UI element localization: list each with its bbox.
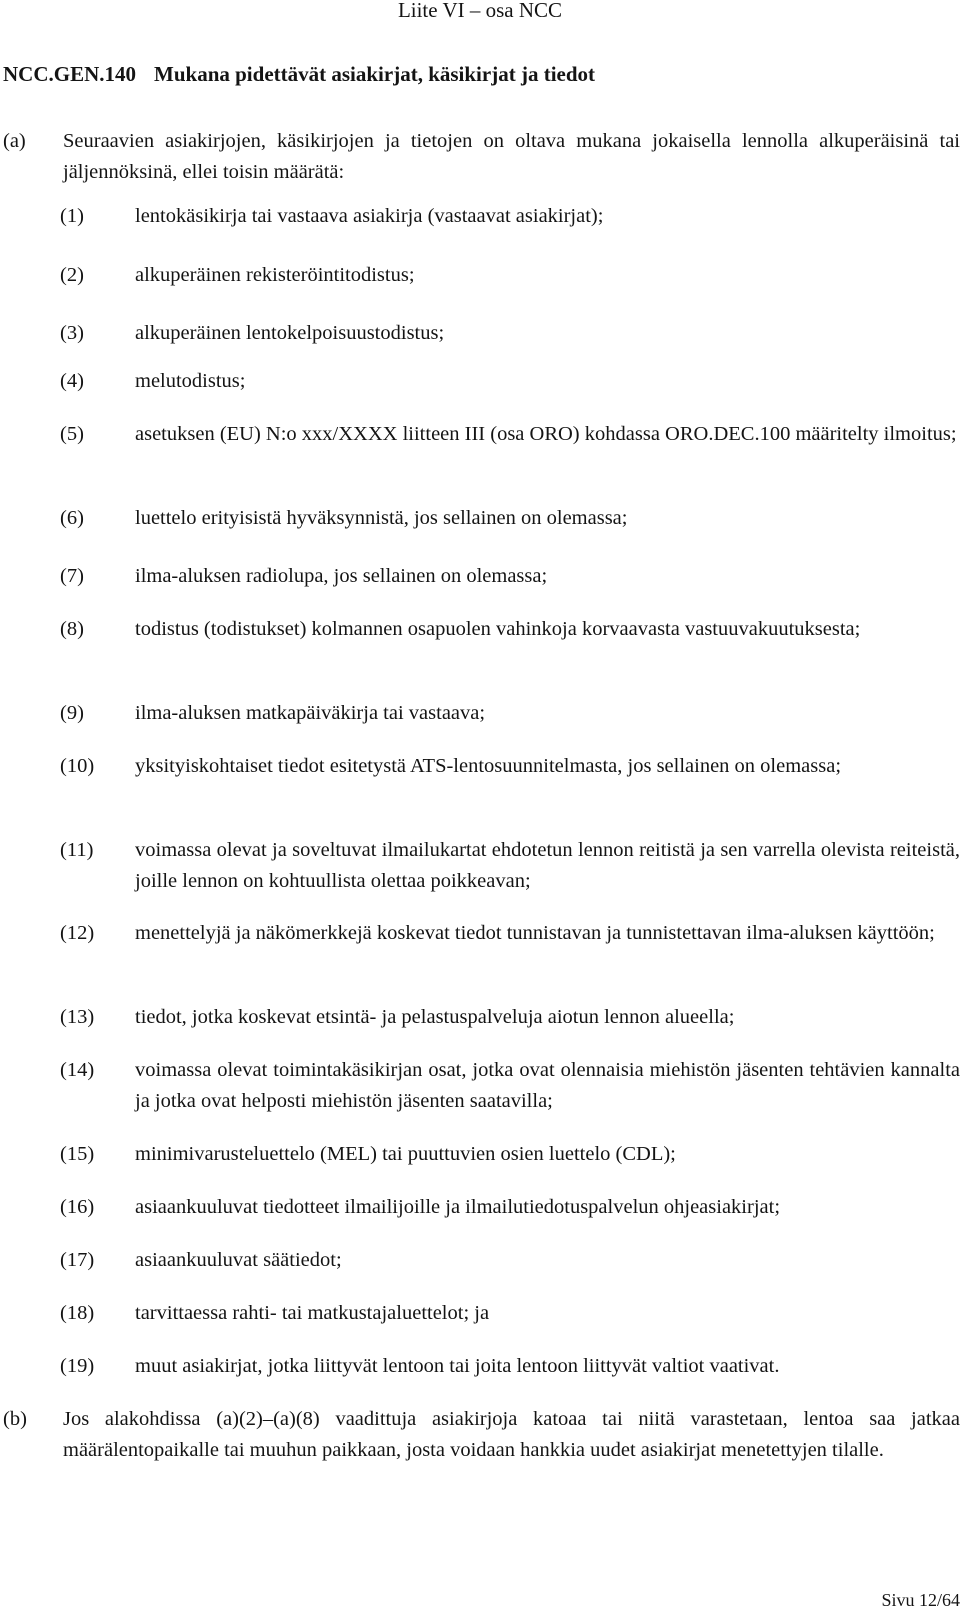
list-item-number: (8) xyxy=(60,618,84,640)
list-item xyxy=(60,318,960,349)
paragraph-label: (b) xyxy=(3,1408,27,1430)
list-item-text: tarvittaessa rahti- tai matkustajaluettelot; ja xyxy=(135,1302,490,1324)
list-item-number: (9) xyxy=(60,702,84,724)
list-item-number: (16) xyxy=(60,1196,95,1218)
list-item-text: ilma-aluksen matkapäiväkirja tai vastaava; xyxy=(135,702,486,724)
list-item-text: asetuksen (EU) N:o xxx/XXXX liitteen III (osa ORO) kohdassa ORO.DEC.100 määritelty ilmoitus; xyxy=(135,423,957,445)
list-item-number: (11) xyxy=(60,839,94,861)
document-header: Liite VI – osa NCC xyxy=(397,0,563,22)
list-item xyxy=(60,918,960,949)
list-item xyxy=(60,260,960,291)
list-item-text: minimivarusteluettelo (MEL) tai puuttuvien osien luettelo (CDL); xyxy=(135,1143,676,1165)
list-item-number: (13) xyxy=(60,1006,95,1028)
list-item-text: luettelo erityisistä hyväksynnistä, jos sellainen on olemassa; xyxy=(135,507,628,529)
list-item xyxy=(60,835,960,897)
list-item xyxy=(60,751,960,782)
list-item-number: (2) xyxy=(60,264,84,286)
list-item-number: (4) xyxy=(60,370,84,392)
list-item-number: (10) xyxy=(60,755,95,777)
list-item-number: (19) xyxy=(60,1355,95,1377)
list-item xyxy=(60,1139,960,1170)
paragraph-label: (a) xyxy=(3,130,26,152)
list-item-text: voimassa olevat ja soveltuvat ilmailukartat ehdotetun lennon reitistä ja sen varrella olevista reiteistä, joille lennon on kohtuullista olettaa poikkeavan; xyxy=(135,839,960,892)
list-item xyxy=(60,1055,960,1117)
list-item xyxy=(60,503,960,534)
list-item xyxy=(60,614,960,645)
list-item-number: (14) xyxy=(60,1059,95,1081)
list-item-number: (12) xyxy=(60,922,95,944)
list-item xyxy=(60,561,960,592)
list-item-text: yksityiskohtaiset tiedot esitetystä ATS-lentosuunnitelmasta, jos sellainen on olemassa; xyxy=(135,755,842,777)
section-code: NCC.GEN.140 xyxy=(3,62,137,86)
paragraph-b xyxy=(3,1404,960,1466)
list-item-text: alkuperäinen rekisteröintitodistus; xyxy=(135,264,415,286)
list-item xyxy=(60,1245,960,1276)
list-item-number: (7) xyxy=(60,565,84,587)
list-item xyxy=(60,201,960,232)
list-item xyxy=(60,366,960,397)
list-item xyxy=(60,1002,960,1033)
paragraph-a xyxy=(3,126,960,188)
list-item-number: (1) xyxy=(60,205,84,227)
list-item-text: muut asiakirjat, jotka liittyvät lentoon tai joita lentoon liittyvät valtiot vaativat. xyxy=(135,1355,780,1377)
list-item-text: voimassa olevat toimintakäsikirjan osat, jotka ovat olennaisia miehistön jäsenten tehtävien kannalta ja jotka ovat helposti miehistön jäsenten saatavilla; xyxy=(135,1059,960,1112)
section-title-text: Mukana pidettävät asiakirjat, käsikirjat ja tiedot xyxy=(154,62,596,86)
list-item-number: (17) xyxy=(60,1249,95,1271)
page-number: Sivu 12/64 xyxy=(881,1590,960,1610)
list-item-text: ilma-aluksen radiolupa, jos sellainen on olemassa; xyxy=(135,565,548,587)
list-item-text: menettelyjä ja näkömerkkejä koskevat tiedot tunnistavan ja tunnistettavan ilma-aluksen käyttöön; xyxy=(135,922,935,944)
list-item xyxy=(60,1298,960,1329)
list-item-number: (3) xyxy=(60,322,84,344)
list-item-number: (15) xyxy=(60,1143,95,1165)
list-item-number: (6) xyxy=(60,507,84,529)
list-item-text: tiedot, jotka koskevat etsintä- ja pelastuspalveluja aiotun lennon alueella; xyxy=(135,1006,735,1028)
list-item-text: asiaankuuluvat tiedotteet ilmailijoille ja ilmailutiedotuspalvelun ohjeasiakirjat; xyxy=(135,1196,781,1218)
list-item xyxy=(60,698,960,729)
paragraph-text: Jos alakohdissa (a)(2)–(a)(8) vaadittuja asiakirjoja katoaa tai niitä varastetaan, lentoa saa jatkaa määrälentopaikalle tai muuhun paikkaan, josta voidaan hankkia uudet asiakirjat menetettyjen tilalle. xyxy=(63,1408,960,1461)
list-item-text: lentokäsikirja tai vastaava asiakirja (vastaavat asiakirjat); xyxy=(135,205,604,227)
list-item-number: (18) xyxy=(60,1302,95,1324)
list-item xyxy=(60,419,960,450)
section-title xyxy=(3,59,903,90)
list-item xyxy=(60,1351,960,1382)
list-item xyxy=(60,1192,960,1223)
list-item-number: (5) xyxy=(60,423,84,445)
list-item-text: asiaankuuluvat säätiedot; xyxy=(135,1249,342,1271)
list-item-text: melutodistus; xyxy=(135,370,246,392)
list-item-text: alkuperäinen lentokelpoisuustodistus; xyxy=(135,322,445,344)
list-item-text: todistus (todistukset) kolmannen osapuolen vahinkoja korvaavasta vastuuvakuutuksesta; xyxy=(135,618,861,640)
paragraph-text: Seuraavien asiakirjojen, käsikirjojen ja tietojen on oltava mukana jokaisella lennolla alkuperäisinä tai jäljennöksinä, ellei toisin määrätä: xyxy=(63,130,960,183)
